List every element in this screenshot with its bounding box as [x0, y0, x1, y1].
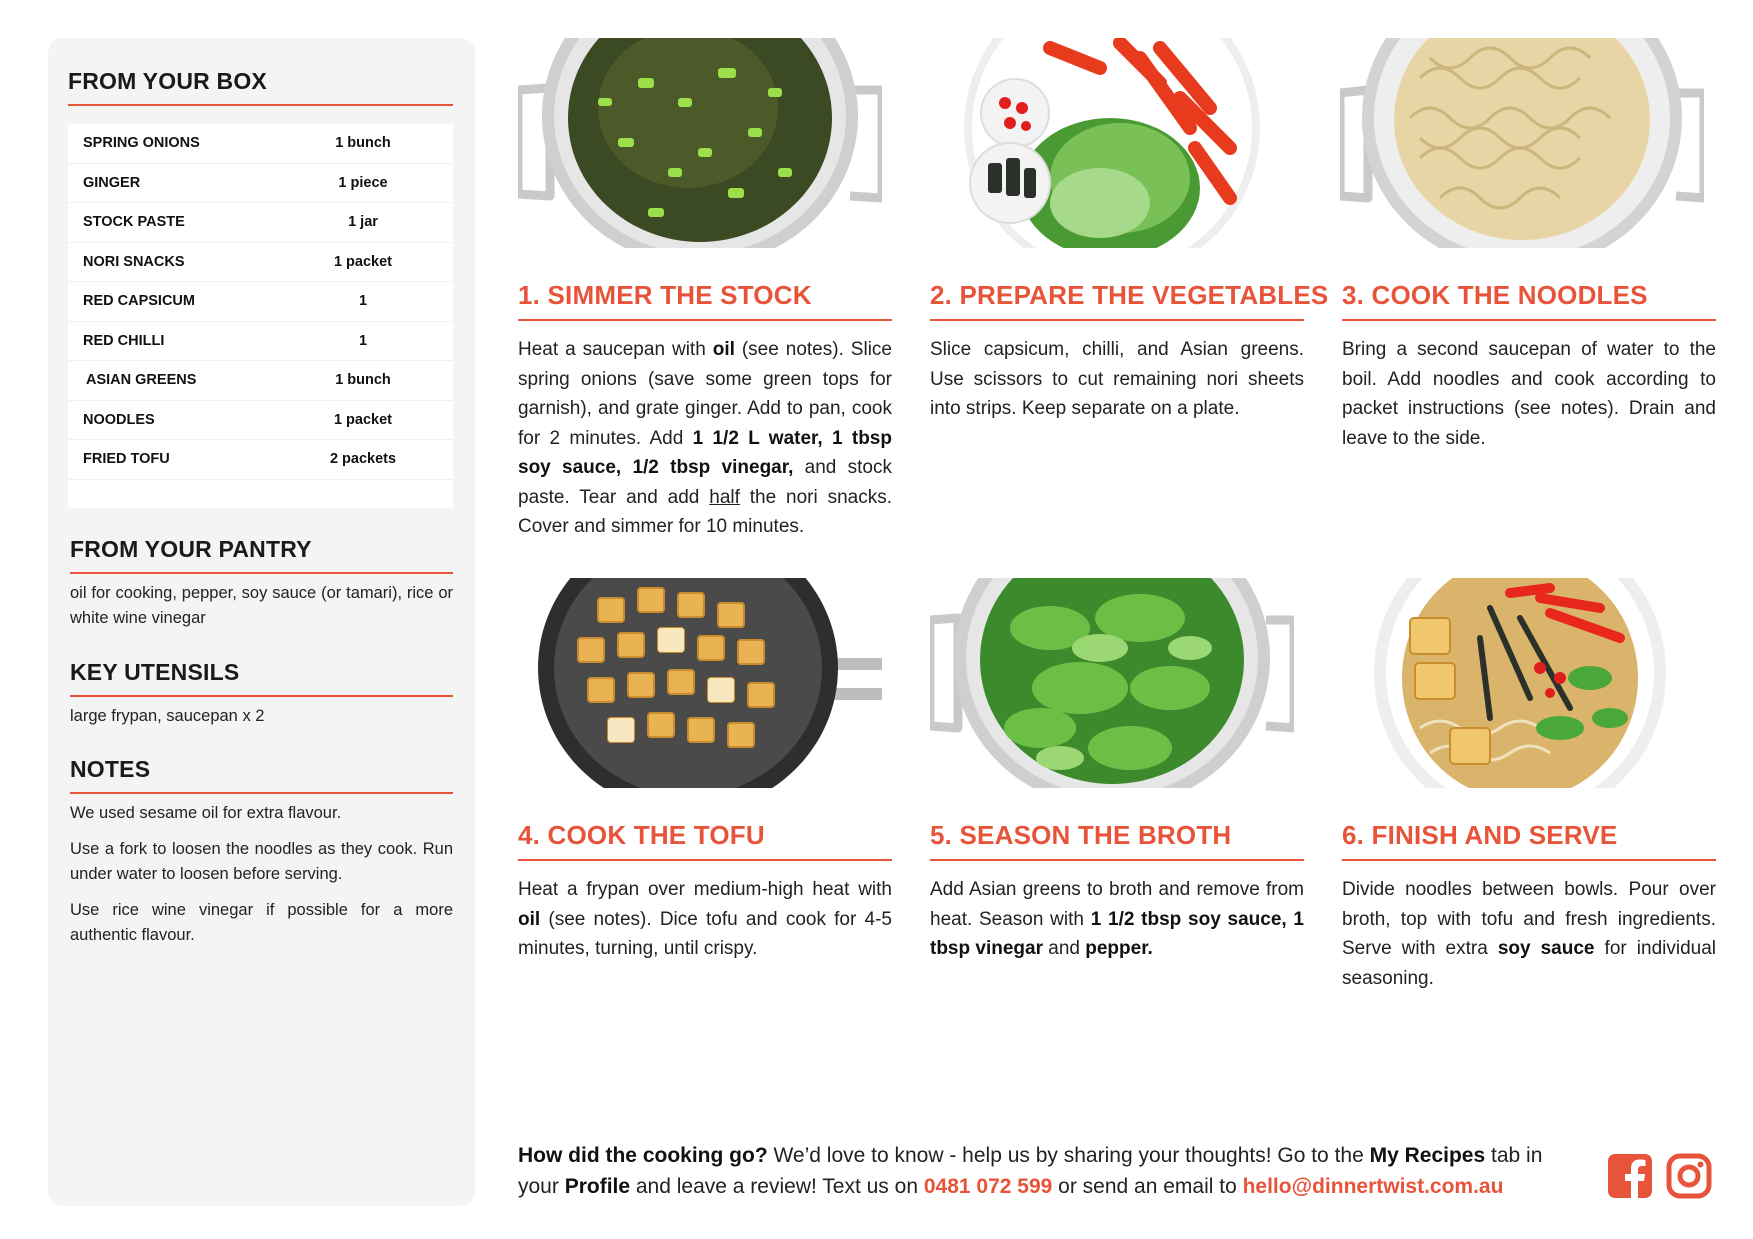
- phone-link[interactable]: 0481 072 599: [923, 1175, 1053, 1198]
- ingredient-qty: 1 bunch: [335, 372, 391, 389]
- feedback-footer: How did the cooking go? We’d love to know - help us by sharing your thoughts! Go to the My Recipes tab in your Profile and leave a review! Text us on 0481 072 599 or send an email to hello@dinnertwist.com.au: [518, 1144, 1543, 1198]
- ingredient-qty: 1 piece: [338, 174, 388, 191]
- ingredient-name: NOODLES: [83, 411, 155, 428]
- step-3-text: Bring a second saucepan of water to the boil. Add noodles and cook according to packet instructions (see notes). Drain and leave to the side.: [1342, 339, 1716, 449]
- ingredient-qty: 1: [358, 332, 368, 349]
- notes-list: [70, 801, 453, 959]
- step-1-image: [518, 38, 882, 248]
- ingredient-name: RED CAPSICUM: [83, 293, 195, 310]
- ingredient-qty: 1 jar: [348, 214, 378, 231]
- utensils-title: KEY UTENSILS: [70, 659, 453, 697]
- pantry-title: FROM YOUR PANTRY: [70, 536, 453, 574]
- ingredient-name: STOCK PASTE: [83, 214, 185, 231]
- sidebar: [48, 38, 475, 1206]
- step-1-text: Heat a saucepan with oil (see notes). Slice spring onions (save some green tops for garnish), and grate ginger. Add to pan, cook for 2 minutes. Add 1 1/2 L water, 1 tbsp soy sauce, 1/2 tbsp vinegar, and stock paste. Tear and add half the nori snacks. Cover and simmer for 10 minutes.: [518, 339, 892, 537]
- instagram-icon[interactable]: [1666, 1153, 1712, 1199]
- table-row: [68, 164, 453, 204]
- table-row: [68, 440, 453, 480]
- table-row: [68, 361, 453, 401]
- ingredient-qty: 1 packet: [333, 411, 393, 428]
- utensils-text: large frypan, saucepan x 2: [70, 707, 265, 725]
- step-4-text: Heat a frypan over medium-high heat with oil (see notes). Dice tofu and cook for 4-5 minutes, turning, until crispy.: [518, 879, 892, 959]
- ingredient-name: RED CHILLI: [83, 332, 165, 349]
- table-row: [68, 124, 453, 164]
- from-box-title: FROM YOUR BOX: [68, 68, 453, 106]
- step-4-title: 4. COOK THE TOFU: [518, 820, 892, 861]
- note-item: Use rice wine vinegar if possible for a more authentic flavour.: [70, 901, 453, 944]
- ingredient-name: ASIAN GREENS: [86, 372, 197, 389]
- note-item: We used sesame oil for extra flavour.: [70, 804, 342, 822]
- ingredient-qty: 2 packets: [329, 451, 397, 468]
- email-link[interactable]: hello@dinnertwist.com.au: [1242, 1175, 1504, 1198]
- note-item: Use a fork to loosen the noodles as they cook. Run under water to loosen before serving.: [70, 840, 453, 883]
- notes-title: NOTES: [70, 756, 453, 794]
- table-row: [68, 243, 453, 283]
- step-5-text: Add Asian greens to broth and remove from heat. Season with 1 1/2 tbsp soy sauce, 1 tbsp vinegar and pepper.: [930, 879, 1304, 959]
- table-row: [68, 203, 453, 243]
- ingredient-qty: 1: [358, 293, 368, 310]
- ingredient-qty: 1 packet: [333, 253, 393, 270]
- step-4-image: [518, 578, 882, 788]
- step-2-title: 2. PREPARE THE VEGETABLES: [930, 280, 1304, 321]
- table-row: [68, 401, 453, 441]
- step-2-image: [930, 38, 1294, 248]
- ingredient-name: GINGER: [83, 174, 141, 191]
- ingredients-table: [68, 124, 453, 508]
- step-3-image: [1340, 38, 1704, 248]
- ingredient-name: NORI SNACKS: [83, 253, 185, 270]
- pantry-text: oil for cooking, pepper, soy sauce (or tamari), rice or white wine vinegar: [70, 584, 453, 627]
- step-6-text: Divide noodles between bowls. Pour over broth, top with tofu and fresh ingredients. Serve with extra soy sauce for individual seasoning.: [1342, 879, 1716, 989]
- step-5-image: [930, 578, 1294, 788]
- step-6-title: 6. FINISH AND SERVE: [1342, 820, 1716, 861]
- table-row: [68, 322, 453, 362]
- step-2-text: Slice capsicum, chilli, and Asian greens. Use scissors to cut remaining nori sheets into strips. Keep separate on a plate.: [930, 339, 1304, 419]
- facebook-icon[interactable]: [1607, 1153, 1653, 1199]
- ingredient-name: SPRING ONIONS: [83, 135, 200, 152]
- ingredient-name: FRIED TOFU: [83, 451, 170, 468]
- table-row: [68, 282, 453, 322]
- step-1-title: 1. SIMMER THE STOCK: [518, 280, 892, 321]
- step-6-image: [1340, 578, 1704, 788]
- ingredient-qty: 1 bunch: [335, 135, 391, 152]
- step-5-title: 5. SEASON THE BROTH: [930, 820, 1304, 861]
- step-3-title: 3. COOK THE NOODLES: [1342, 280, 1716, 321]
